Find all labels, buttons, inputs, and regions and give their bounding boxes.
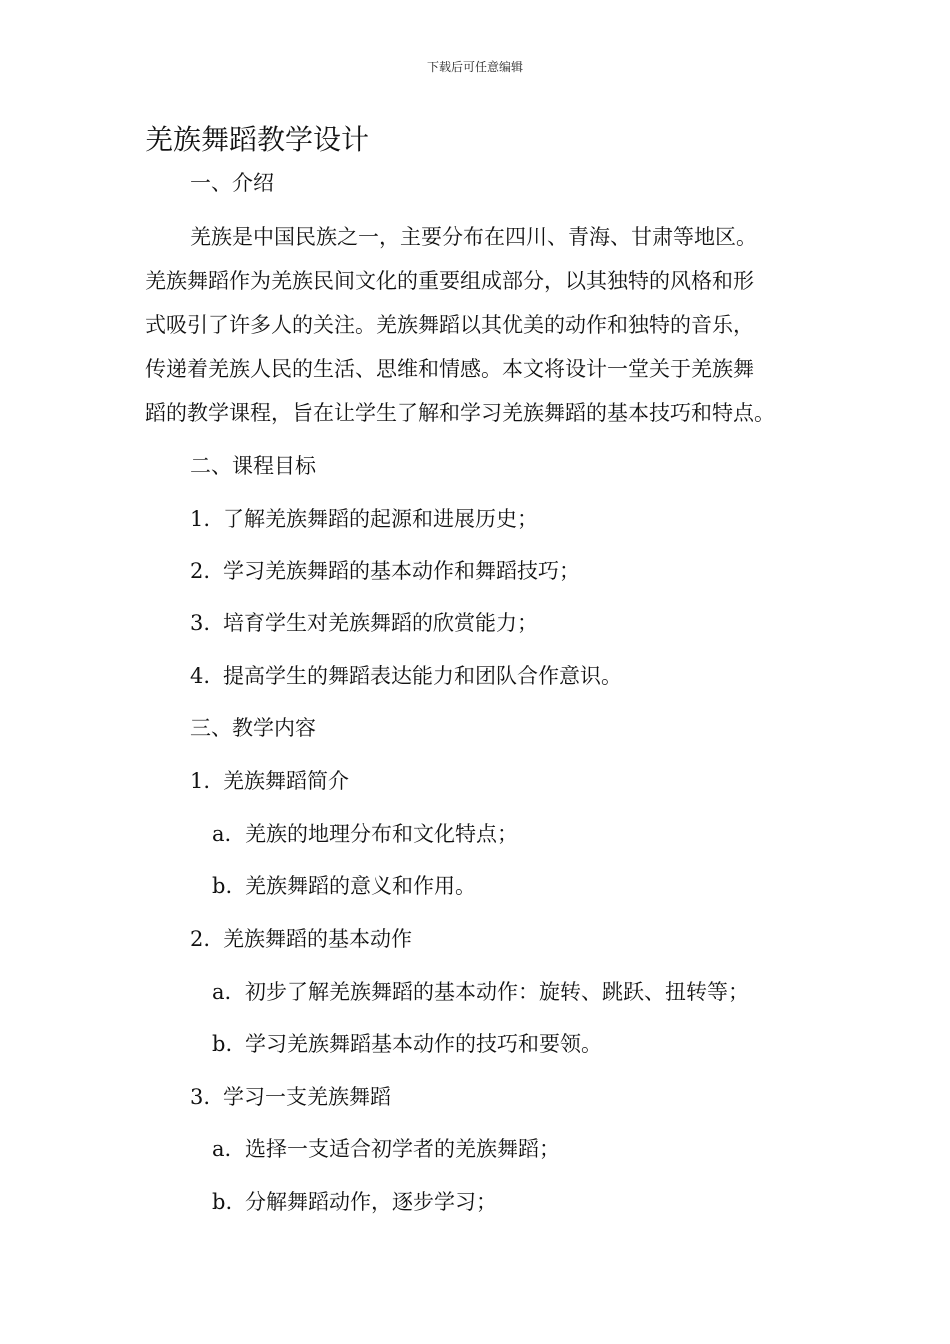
subitem-letter: b. [212, 1190, 233, 1214]
content-text: 羌族舞蹈的基本动作 [223, 927, 412, 951]
subitem-text: 学习羌族舞蹈基本动作的技巧和要领。 [245, 1032, 602, 1056]
goal-text: 提高学生的舞蹈表达能力和团队合作意识。 [223, 664, 622, 688]
content-number: 2. [190, 927, 211, 951]
content-subitem [212, 871, 476, 901]
content-text: 羌族舞蹈简介 [223, 769, 349, 793]
intro-paragraph-line: 传递着羌族人民的生活、思维和情感。本文将设计一堂关于羌族舞 [145, 357, 754, 381]
section-heading-goals: 二、课程目标 [190, 454, 316, 478]
intro-paragraph-line: 羌族是中国民族之一，主要分布在四川、青海、甘肃等地区。 [190, 225, 757, 249]
goal-item [190, 661, 622, 691]
content-text: 学习一支羌族舞蹈 [223, 1085, 391, 1109]
subitem-letter: a. [212, 980, 232, 1004]
content-number: 3. [190, 1085, 211, 1109]
section-heading-content: 三、教学内容 [190, 716, 316, 740]
goal-number: 1. [190, 507, 211, 531]
content-subitem [212, 1187, 497, 1217]
subitem-letter: b. [212, 874, 233, 898]
subitem-text: 初步了解羌族舞蹈的基本动作：旋转、跳跃、扭转等； [245, 980, 749, 1004]
subitem-text: 羌族舞蹈的意义和作用。 [245, 874, 476, 898]
content-item [190, 1082, 391, 1112]
goal-item [190, 556, 580, 586]
page-header: 下载后可任意编辑 [426, 60, 523, 74]
subitem-letter: a. [212, 1137, 232, 1161]
intro-paragraph-line: 蹈的教学课程，旨在让学生了解和学习羌族舞蹈的基本技巧和特点。 [145, 401, 775, 425]
goal-number: 2. [190, 559, 211, 583]
goal-text: 了解羌族舞蹈的起源和进展历史； [223, 507, 538, 531]
goal-text: 学习羌族舞蹈的基本动作和舞蹈技巧； [223, 559, 580, 583]
goal-item [190, 504, 538, 534]
goal-number: 4. [190, 664, 211, 688]
subitem-letter: b. [212, 1032, 233, 1056]
subitem-letter: a. [212, 822, 232, 846]
document-title: 羌族舞蹈教学设计 [145, 123, 370, 156]
section-heading-intro: 一、介绍 [190, 171, 274, 195]
content-item [190, 766, 349, 796]
goal-item [190, 608, 538, 638]
content-subitem [212, 977, 749, 1007]
intro-paragraph-line: 羌族舞蹈作为羌族民间文化的重要组成部分，以其独特的风格和形 [145, 269, 754, 293]
subitem-text: 选择一支适合初学者的羌族舞蹈； [245, 1137, 560, 1161]
subitem-text: 分解舞蹈动作，逐步学习； [245, 1190, 497, 1214]
content-number: 1. [190, 769, 211, 793]
goal-number: 3. [190, 611, 211, 635]
content-subitem [212, 819, 518, 849]
content-item [190, 924, 412, 954]
subitem-text: 羌族的地理分布和文化特点； [245, 822, 518, 846]
goal-text: 培育学生对羌族舞蹈的欣赏能力； [223, 611, 538, 635]
intro-paragraph-line: 式吸引了许多人的关注。羌族舞蹈以其优美的动作和独特的音乐， [145, 313, 754, 337]
content-subitem [212, 1029, 602, 1059]
content-subitem [212, 1134, 560, 1164]
